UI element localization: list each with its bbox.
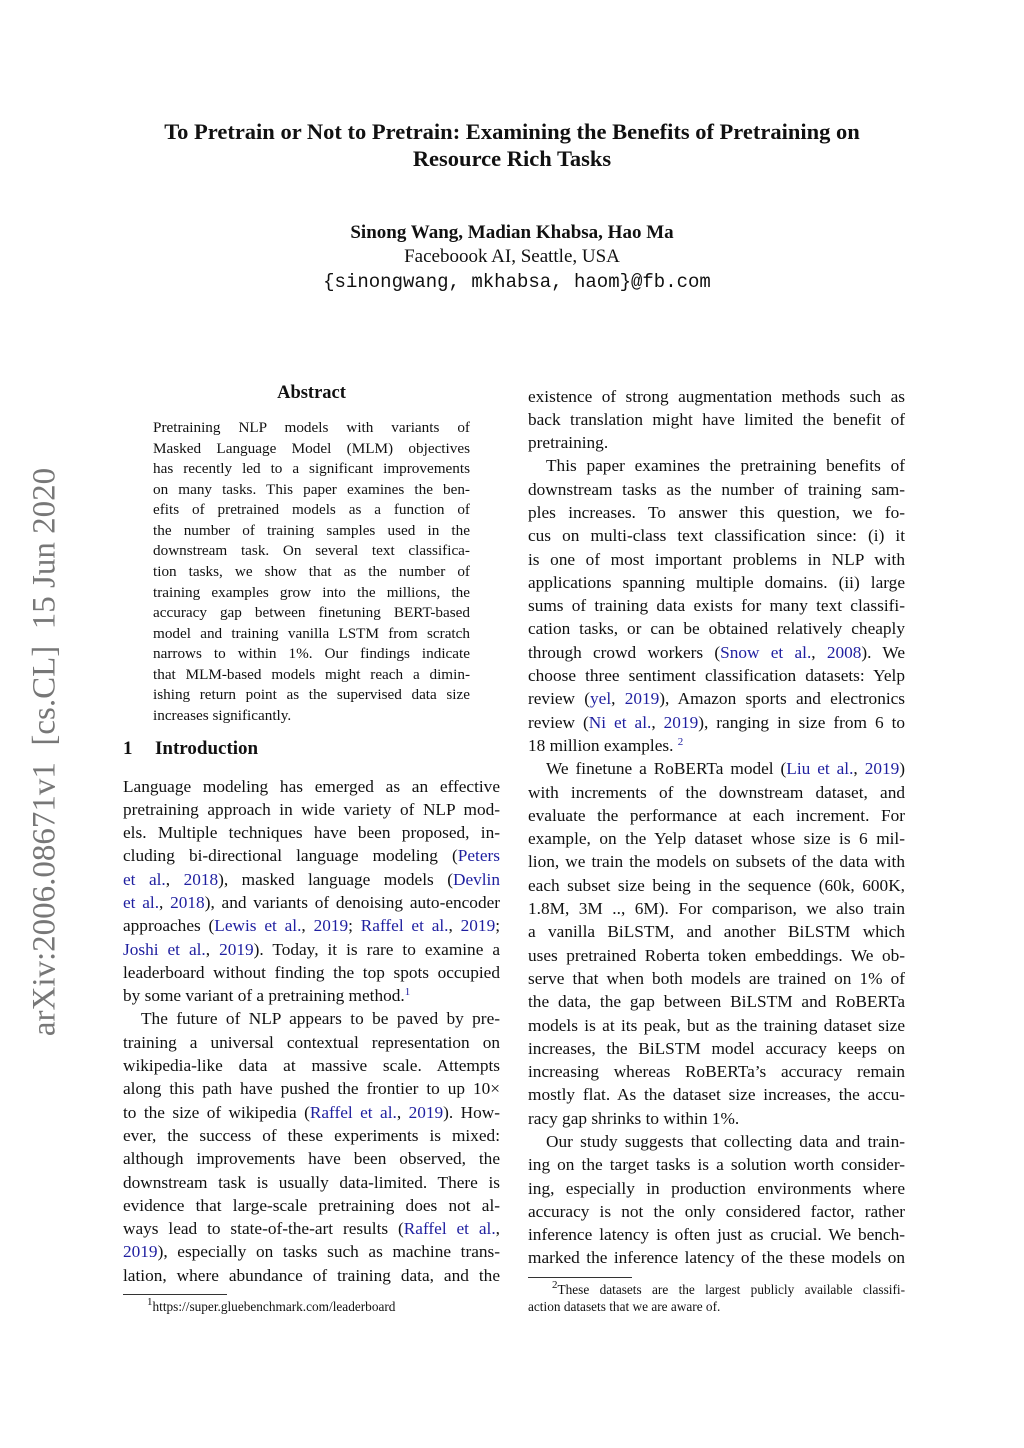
abstract-line: increases significantly. — [153, 706, 292, 724]
footnote-rule — [123, 1294, 227, 1295]
citation-link[interactable]: 2019 — [864, 759, 900, 779]
citation-link[interactable]: Raffel et al. — [403, 1219, 496, 1239]
abstract-line: accuracy gap between finetuning BERT-based — [153, 604, 470, 622]
abstract-line: model and training vanilla LSTM from scratch — [153, 624, 470, 642]
text-line: increases, the BiLSTM model accuracy keeps on — [528, 1038, 905, 1058]
text-line: racy gap shrinks to within 1%. — [528, 1108, 740, 1128]
abstract-line: on many tasks. This paper examines the ben- — [153, 480, 470, 498]
abstract-line: ishing return point as the supervised data size — [153, 686, 470, 704]
text-line: mostly flat. As the dataset size increases, the accu- — [528, 1085, 905, 1105]
footnote-ref[interactable]: 2 — [677, 735, 684, 748]
text-line: with increments of the downstream dataset, and — [528, 782, 905, 802]
abstract-line: narrows to within 1%. Our findings indicate — [153, 645, 470, 663]
citation-link[interactable]: 2019 — [663, 712, 699, 732]
text-line: evaluate the performance at each increment. For — [528, 805, 905, 825]
text-line: leaderboard without finding the top spots occupied — [123, 962, 500, 982]
citation-link[interactable]: yel — [590, 689, 612, 709]
text-line: ing, especially in production environments where — [528, 1178, 905, 1198]
citation-link[interactable]: et al. — [123, 892, 160, 912]
citation-link[interactable]: Lewis et al. — [214, 916, 302, 936]
text-line: although improvements have been observed, the — [123, 1149, 500, 1169]
text-line: each subset size being in the sequence (60k, 600K, — [528, 875, 905, 895]
text-line: lation, where abundance of training data, and the — [123, 1265, 500, 1285]
text-line: 1.8M, 3M .., 6M). For comparison, we also train — [528, 899, 905, 919]
text-line: accuracy is not the only considered factor, rather — [528, 1201, 905, 1221]
paragraph — [123, 775, 500, 1008]
footnote-mark: 1 — [147, 1296, 153, 1308]
authors: Sinong Wang, Madian Khabsa, Hao Ma — [350, 222, 674, 243]
text-line: inference latency is often just as crucial. We bench- — [528, 1225, 905, 1245]
abstract-body — [153, 418, 470, 726]
text-line: existence of strong augmentation methods such as — [528, 386, 905, 406]
abstract-line: efits of pretrained models as a function of — [153, 501, 470, 519]
text-line: evidence that large-scale pretraining does not al- — [123, 1195, 500, 1215]
text-line: ing on the target tasks is a solution worth consider- — [528, 1155, 905, 1175]
citation-link[interactable]: 2019 — [219, 939, 254, 959]
section-title: Introduction — [155, 738, 259, 759]
abstract-line: the number of training samples used in the — [153, 521, 470, 539]
footnote-link[interactable]: https://super.gluebenchmark.com/leaderboard — [152, 1299, 396, 1314]
text-line: is one of most important problems in NLP with — [528, 549, 905, 569]
text-line: review (yel, 2019), Amazon sports and electronics — [528, 689, 906, 709]
abstract-line: tion tasks, we show that as the number of — [153, 562, 470, 580]
citation-link[interactable]: 2019 — [408, 1102, 444, 1122]
paragraph — [528, 757, 905, 1130]
text-line: 2019), especially on tasks such as machine trans- — [123, 1242, 500, 1262]
text-line: pretraining. — [528, 433, 609, 453]
text-line: approaches (Lewis et al., 2019; Raffel et al., 2019; — [123, 916, 501, 936]
text-line: training a universal contextual representation on — [123, 1032, 500, 1052]
text-line: models is at its peak, but as the training dataset size — [528, 1015, 905, 1035]
text-line: pretraining approach in wide variety of NLP mod- — [123, 799, 500, 819]
text-line: review (Ni et al., 2019), ranging in size from 6 to — [528, 712, 906, 732]
text-line: the data, the gap between BiLSTM and RoBERTa — [528, 992, 905, 1012]
section-heading — [123, 738, 258, 760]
abstract-line: has recently led to a significant improvements — [153, 460, 470, 478]
text-line: by some variant of a pretraining method.$^1$ — [123, 986, 411, 1006]
text-line: back translation might have limited the benefit of — [528, 409, 905, 429]
text-line: cus on multi-class text classification since: (i) it — [528, 526, 905, 546]
abstract-line: Masked Language Model (MLM) objectives — [153, 439, 470, 457]
footnote-ref[interactable]: 1 — [404, 986, 411, 999]
footnote-2 — [528, 1281, 905, 1315]
text-line: example, on the Yelp dataset whose size is 6 mil- — [528, 829, 905, 849]
citation-link[interactable]: 2019 — [313, 916, 349, 936]
footnote-text: action datasets that we are aware of. — [528, 1299, 721, 1314]
text-line: downstream tasks as the number of training sam- — [528, 479, 905, 499]
text-line: a vanilla BiLSTM, and another BiLSTM which — [528, 922, 905, 942]
arxiv-identifier: arXiv:2006.08671v1 [cs.CL] 15 Jun 2020 — [26, 467, 63, 1037]
footnote-mark: 2 — [552, 1279, 558, 1291]
citation-link[interactable]: 2018 — [183, 869, 219, 889]
text-line: ever, the success of these experiments is mixed: — [123, 1125, 500, 1145]
text-line: along this path have pushed the frontier to up 10× — [123, 1079, 500, 1099]
affiliation: Faceboook AI, Seattle, USA — [404, 246, 620, 267]
citation-link[interactable]: et al. — [123, 869, 166, 889]
left-column-body — [123, 775, 500, 1288]
text-line: through crowd workers (Snow et al., 2008). We — [528, 642, 906, 662]
text-line: cluding bi-directional language modeling (Peters — [123, 846, 500, 866]
paper-title — [0, 118, 1024, 172]
abstract-line: training examples grow into the millions, the — [153, 583, 470, 601]
text-line: ways lead to state-of-the-art results (Raffel et al., — [123, 1219, 500, 1239]
text-line: increasing whereas RoBERTa’s accuracy remain — [528, 1062, 905, 1082]
paragraph — [123, 1007, 500, 1287]
text-line: applications spanning multiple domains. (ii) large — [528, 572, 905, 592]
text-line: We finetune a RoBERTa model (Liu et al., 2019) — [546, 759, 906, 779]
abstract-line: Pretraining NLP models with variants of — [153, 419, 470, 436]
footnote-text: These datasets are the largest publicly available classifi- — [557, 1282, 905, 1297]
text-line: The future of NLP appears to be paved by pre- — [141, 1009, 500, 1029]
text-line: choose three sentiment classification datasets: Yelp — [528, 666, 905, 686]
citation-link[interactable]: Peters — [457, 846, 500, 866]
title-line: To Pretrain or Not to Pretrain: Examining the Benefits of Pretraining on — [164, 119, 860, 144]
section-number: 1 — [123, 738, 133, 759]
text-line: Our study suggests that collecting data and train- — [546, 1132, 905, 1151]
citation-link[interactable]: 2019 — [624, 689, 660, 709]
right-column-body — [528, 385, 905, 1270]
citation-link[interactable]: 2008 — [826, 642, 862, 662]
citation-link[interactable]: 2018 — [170, 892, 205, 912]
citation-link[interactable]: Raffel et al. — [309, 1102, 397, 1122]
citation-link[interactable]: Liu et al. — [786, 759, 854, 779]
text-line: els. Multiple techniques have been proposed, in- — [123, 823, 500, 843]
text-line: et al., 2018), and variants of denoising auto-encoder — [123, 892, 501, 912]
text-line: serve that when both models are trained on 1% of — [528, 968, 905, 988]
abstract-heading: Abstract — [277, 383, 346, 403]
text-line: cation tasks, or can be obtained relatively cheaply — [528, 619, 905, 639]
citation-link[interactable]: 2019 — [123, 1242, 158, 1262]
author-emails: {sinongwang, mkhabsa, haom}@fb.com — [323, 271, 711, 293]
text-line: This paper examines the pretraining benefits of — [546, 456, 905, 476]
text-line: lion, we train the models on subsets of the data with — [528, 852, 905, 872]
footnote-rule — [528, 1277, 632, 1278]
text-line: sums of training data exists for many text classifi- — [528, 596, 905, 616]
text-line: downstream task is usually data-limited. There is — [123, 1172, 500, 1192]
citation-link[interactable]: Raffel et al. — [360, 916, 449, 936]
text-line: Language modeling has emerged as an effective — [123, 776, 500, 796]
text-line: uses pretrained Roberta token embeddings. We ob- — [528, 945, 905, 965]
paragraph — [528, 1130, 905, 1270]
citation-link[interactable]: Ni et al. — [588, 712, 652, 732]
citation-link[interactable]: Devlin — [452, 869, 501, 889]
text-line: marked the inference latency of the these models on — [528, 1248, 905, 1268]
citation-link[interactable]: 2019 — [460, 916, 496, 936]
abstract-line: that MLM-based models might reach a dimin- — [153, 665, 470, 683]
paragraph — [528, 454, 905, 757]
text-line: et al., 2018), masked language models (Devlin — [123, 869, 501, 889]
text-line: 18 million examples. $^2$ — [528, 735, 684, 755]
text-line: wikipedia-like data at massive scale. Attempts — [123, 1056, 500, 1076]
paragraph — [528, 385, 905, 455]
text-line: ples increases. To answer this question, we fo- — [528, 502, 905, 522]
citation-link[interactable]: Snow et al. — [720, 642, 812, 662]
citation-link[interactable]: Joshi et al. — [123, 939, 206, 959]
text-line: Joshi et al., 2019). Today, it is rare to examine a — [123, 939, 501, 959]
abstract-line: downstream task. On several text classifica- — [153, 542, 470, 560]
text-line: to the size of wikipedia (Raffel et al., 2019). How- — [123, 1102, 500, 1122]
title-line: Resource Rich Tasks — [412, 146, 612, 171]
footnote-1 — [147, 1298, 395, 1315]
